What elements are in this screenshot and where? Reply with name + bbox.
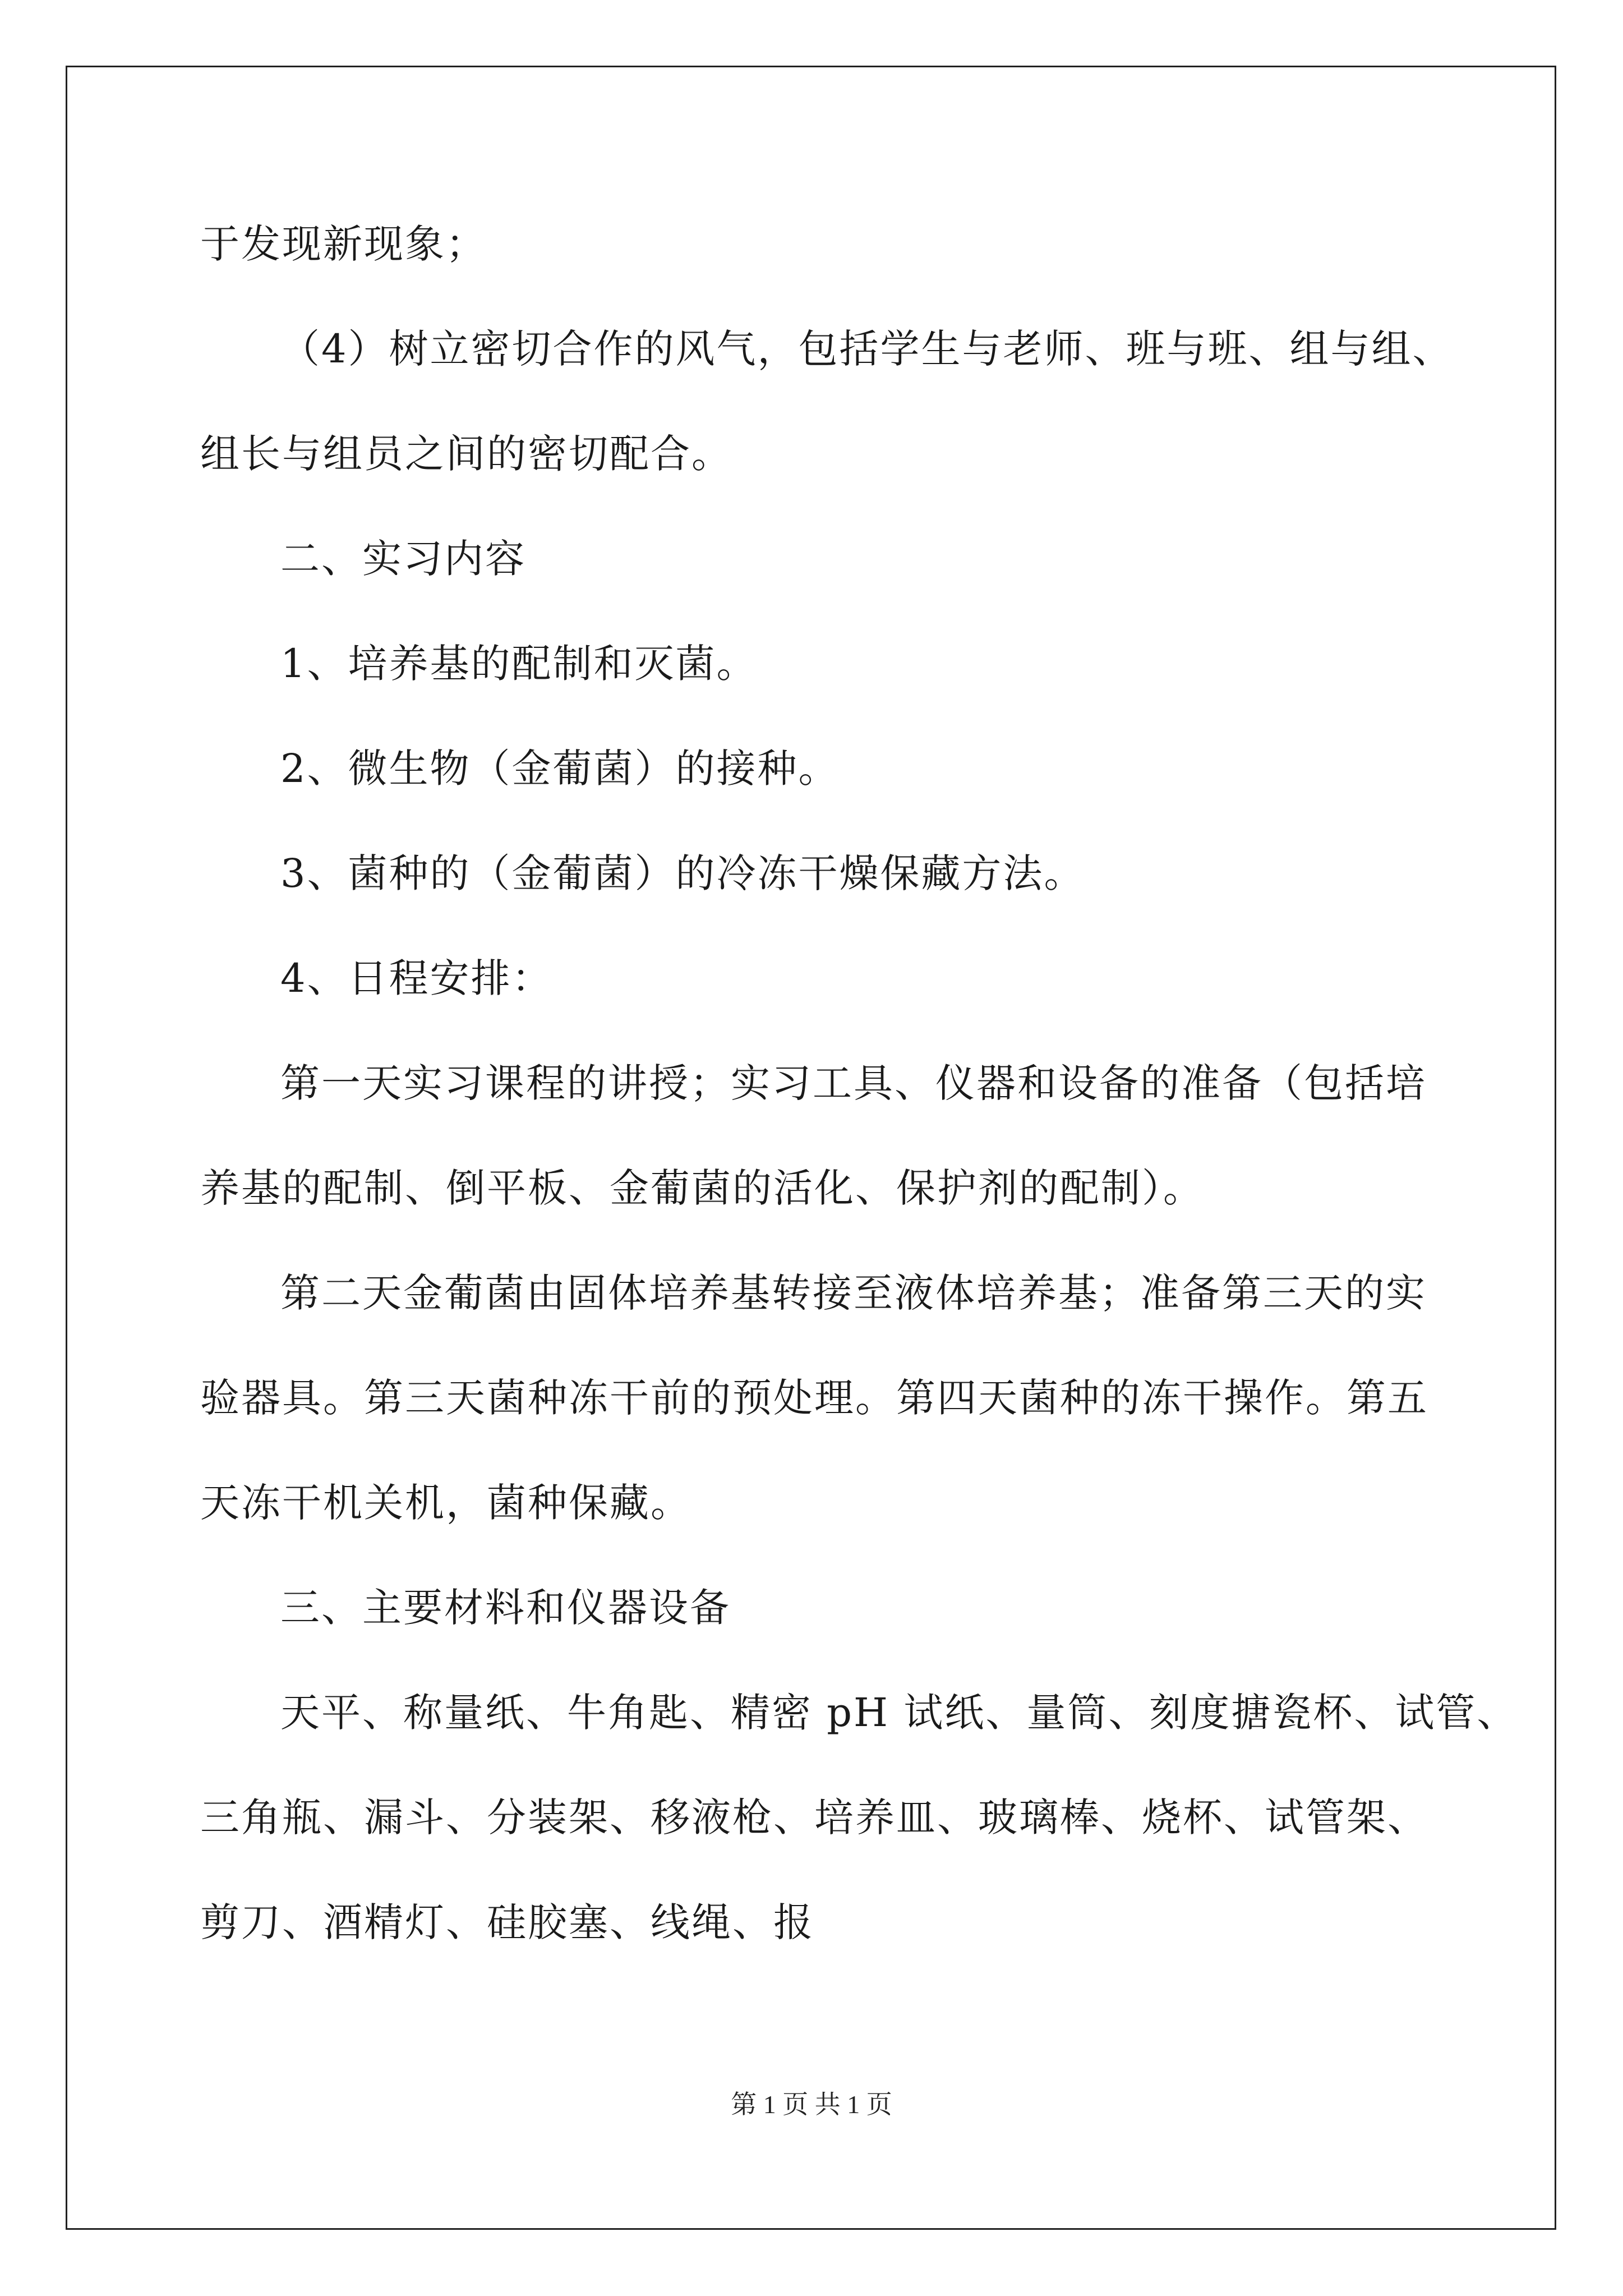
text-line: （4）树立密切合作的风气，包括学生与老师、班与班、组与组、 <box>280 326 1454 372</box>
text-line: 第二天金葡菌由固体培养基转接至液体培养基；准备第三天的实 <box>280 1270 1427 1316</box>
list-item: 2、微生物（金葡菌）的接种。 <box>280 746 840 792</box>
text-line: 于发现新现象； <box>200 221 487 267</box>
text-line: 第一天实习课程的讲授；实习工具、仪器和设备的准备（包括培 <box>280 1060 1427 1106</box>
section-heading: 三、主要材料和仪器设备 <box>280 1585 731 1631</box>
text-line: 天冻干机关机，菌种保藏。 <box>200 1480 691 1526</box>
text-line: 组长与组员之间的密切配合。 <box>200 431 732 477</box>
list-item: 4、日程安排： <box>280 955 553 1001</box>
section-heading: 二、实习内容 <box>280 536 526 582</box>
text-line: 剪刀、酒精灯、硅胶塞、线绳、报 <box>200 1899 814 1945</box>
list-item: 1、培养基的配制和灭菌。 <box>280 641 758 687</box>
text-line: 验器具。第三天菌种冻干前的预处理。第四天菌种的冻干操作。第五 <box>200 1375 1428 1421</box>
list-item: 3、菌种的（金葡菌）的冷冻干燥保藏方法。 <box>280 850 1085 896</box>
page-number-footer: 第 1 页 共 1 页 <box>731 2090 892 2119</box>
text-line: 天平、称量纸、牛角匙、精密 pH 试纸、量筒、刻度搪瓷杯、试管、 <box>280 1690 1518 1736</box>
text-line: 三角瓶、漏斗、分装架、移液枪、培养皿、玻璃棒、烧杯、试管架、 <box>200 1795 1428 1841</box>
text-line: 养基的配制、倒平板、金葡菌的活化、保护剂的配制）。 <box>200 1165 1204 1211</box>
